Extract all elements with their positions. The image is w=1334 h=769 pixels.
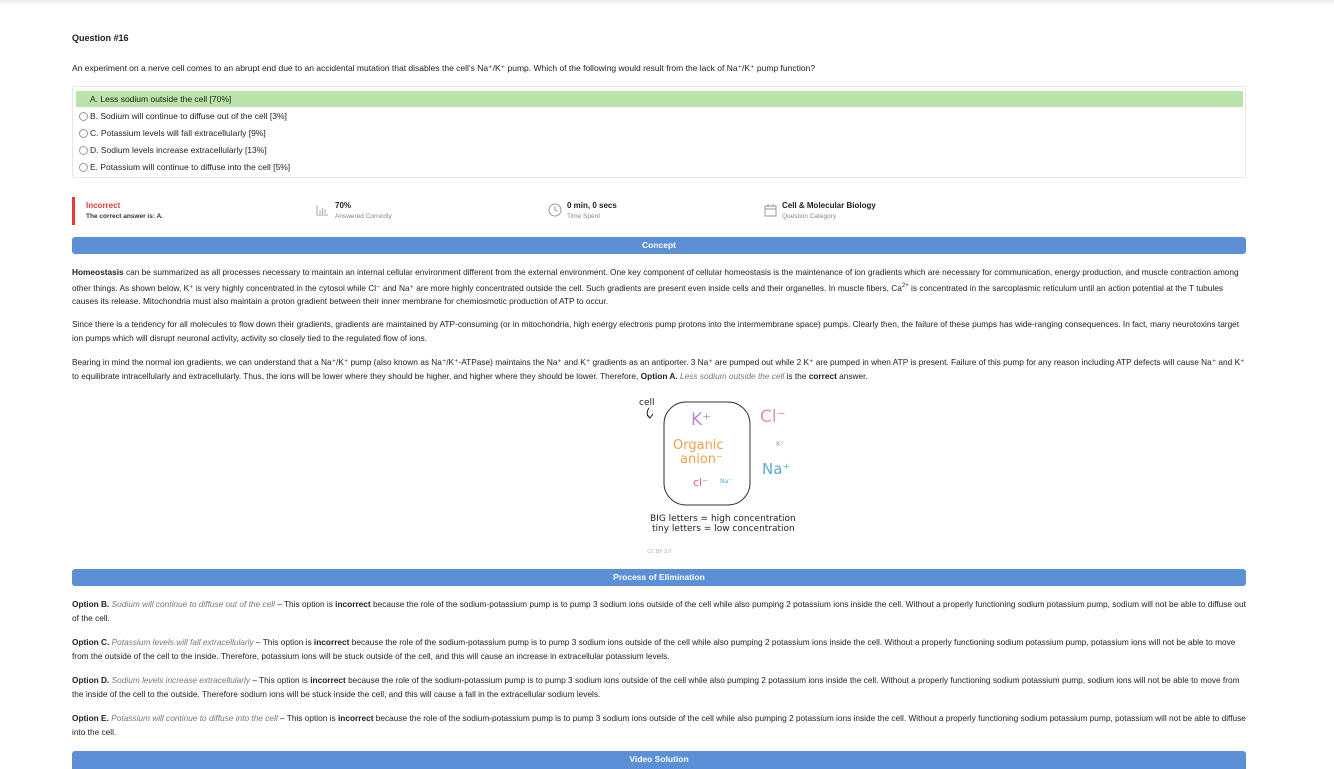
choice-label: D. Sodium levels increase extracellularly [13%] bbox=[90, 145, 267, 155]
top-shadow bbox=[0, 0, 1334, 6]
incorrect-word: incorrect bbox=[313, 637, 350, 647]
video-solution-header[interactable]: Video Solution bbox=[72, 751, 1246, 769]
choice-c[interactable] bbox=[76, 125, 1243, 141]
question-text: An experiment on a nerve cell comes to an abrupt end due to an accidental mutation that disables the cell’s Na⁺/K⁺ pump. Which of the following would result from the lack of Na⁺/K⁺ pump function? bbox=[72, 63, 816, 73]
elimination-item-d bbox=[72, 674, 1246, 701]
paragraph-text: answer. bbox=[836, 370, 868, 381]
percent-correct: 70% bbox=[335, 201, 352, 210]
figure-caption: CC BY 3.0 bbox=[647, 549, 671, 555]
option-text: Potassium levels will fall extracellularly bbox=[111, 637, 254, 647]
elimination-header: Process of Elimination bbox=[72, 569, 1246, 586]
correct-answer-note: The correct answer is: A. bbox=[86, 213, 164, 220]
option-text: Sodium will continue to diffuse out of the cell bbox=[111, 599, 275, 609]
paragraph-text: because the role of the sodium-potassium pump is to pump 3 sodium ions outside of the cell while also pumping 2 potassium ions inside the cell. Without a properly functioning sodium potassium pump, sodium ions will not be able to move from the inside of the cell to the outside. Therefore sodium ions will be stuck inside the cell, and this will cause a fall in the extracellular sodium levels. bbox=[72, 675, 1240, 699]
paragraph-text: is the bbox=[784, 370, 809, 381]
question-number: Question #16 bbox=[72, 33, 129, 43]
result-stats bbox=[72, 197, 1246, 225]
concept-paragraph-2: Since there is a tendency for all molecules to flow down their gradients, gradients are maintained by ATP-consuming (or in mitochondria, high energy electrons pump protons into the intermembrane space) pumps. Clearly then, the failure of these pumps has wide-ranging consequences. In fact, many neurotoxins target ion pumps which will disrupt neuronal activity, activity so closely tied to the regulated flow of ions. bbox=[72, 319, 1240, 343]
radio-button[interactable] bbox=[79, 146, 88, 155]
option-label: Option B. bbox=[72, 599, 110, 609]
ion-gradient-figure bbox=[632, 394, 832, 539]
na-outside: Na⁺ bbox=[762, 460, 791, 478]
choice-label: B. Sodium will continue to diffuse out of the cell [3%] bbox=[90, 111, 287, 121]
cl-outside: Cl⁻ bbox=[760, 407, 786, 427]
paragraph-text: can be summarized as all processes necessary to maintain an internal cellular environment different from the external environment. One key component of cellular homeostasis is the maintenance of ion gradients which are necessary for communication, energy production, and muscle contraction among other things. As shown below, K⁺ is very highly concentrated in the cytosol while Cl⁻ and Na⁺ are more highly concentrated outside the cell. Such gradients are present even inside cells and their organelles. In muscle fibers, Ca bbox=[72, 267, 1239, 293]
radio-button[interactable] bbox=[79, 163, 88, 172]
legend-big: BIG letters = high concentration bbox=[650, 514, 796, 524]
option-text: Less sodium outside the cell bbox=[680, 370, 785, 381]
radio-button[interactable] bbox=[79, 112, 88, 121]
radio-button[interactable] bbox=[79, 129, 88, 138]
paragraph-text: – This option is bbox=[249, 675, 311, 685]
option-label: Option C. bbox=[72, 637, 110, 647]
elimination-item-b bbox=[72, 598, 1246, 625]
choice-a[interactable] bbox=[76, 91, 1243, 107]
choice-label: A. Less sodium outside the cell [70%] bbox=[90, 94, 232, 104]
bar-chart-icon bbox=[316, 204, 329, 216]
concept-paragraph-3 bbox=[72, 356, 1246, 383]
incorrect-word: incorrect bbox=[335, 599, 371, 609]
k-inside: K⁺ bbox=[691, 410, 712, 430]
incorrect-word: incorrect bbox=[337, 713, 374, 723]
choice-label: C. Potassium levels will fall extracellularly [9%] bbox=[90, 128, 266, 138]
incorrect-indicator bbox=[72, 197, 75, 225]
percent-label: Answered Correctly bbox=[335, 213, 392, 220]
paragraph-text: because the role of the sodium-potassium pump is to pump 3 sodium ions outside of the cell while also pumping 2 potassium ions inside the cell. Without a properly functioning sodium potassium pump, sodium will not be able to diffuse out of the cell. bbox=[72, 599, 1246, 623]
option-text: Potassium will continue to diffuse into the cell bbox=[111, 713, 278, 723]
concept-paragraph-1 bbox=[72, 266, 1246, 308]
question-category: Cell & Molecular Biology bbox=[782, 201, 876, 210]
cell-label: cell bbox=[639, 398, 655, 408]
elimination-item-e bbox=[72, 712, 1246, 739]
option-label: Option E. bbox=[72, 713, 109, 723]
option-text: Sodium levels increase extracellularly bbox=[111, 675, 250, 685]
k-outside: K⁺ bbox=[776, 440, 785, 448]
paragraph-text: is concentrated in the sarcoplasmic reticulum until an action potential at the T tubules causes its release. Mitochondria must also maintain a proton gradient between their inner membrane for chemiosmotic production of ATP to occur. bbox=[72, 282, 1223, 306]
time-label: Time Spent bbox=[567, 213, 600, 220]
clock-icon bbox=[548, 203, 562, 217]
choice-label: E. Potassium will continue to diffuse into the cell [5%] bbox=[90, 162, 291, 172]
anion-text: anion⁻ bbox=[680, 452, 723, 467]
paragraph-text: – This option is bbox=[253, 637, 314, 647]
concept-header: Concept bbox=[72, 237, 1246, 254]
category-label: Question Category bbox=[782, 213, 837, 220]
calendar-icon bbox=[764, 203, 777, 217]
correct-word: correct bbox=[808, 370, 837, 381]
paragraph-text: because the role of the sodium-potassium pump is to pump 3 sodium ions outside of the cell while also pumping 2 potassium ions inside the cell. Without a properly functioning sodium potassium pump, potassium ions will not be able to move from the outside of the cell to the inside. Therefore, potassium ions will be stuck outside of the cell, and this will cause an increase in extracellular potassium levels. bbox=[72, 637, 1236, 661]
legend-tiny: tiny letters = low concentration bbox=[652, 524, 795, 534]
paragraph-text: – This option is bbox=[277, 713, 338, 723]
paragraph-text: because the role of the sodium-potassium pump is to pump 3 sodium ions outside of the cell while also pumping 2 potassium ions inside the cell. Without a properly functioning sodium potassium pump, potassium will not be able to diffuse into the cell. bbox=[72, 713, 1246, 737]
option-label: Option A. bbox=[640, 370, 678, 381]
choice-b[interactable] bbox=[76, 108, 1243, 124]
incorrect-word: incorrect bbox=[310, 675, 346, 685]
time-spent: 0 min, 0 secs bbox=[567, 201, 617, 210]
elimination-item-c bbox=[72, 636, 1246, 663]
na-inside: Na⁺ bbox=[720, 478, 732, 485]
cl-inside: cl⁻ bbox=[693, 476, 708, 489]
choice-d[interactable] bbox=[76, 142, 1243, 158]
answer-choices bbox=[72, 86, 1246, 178]
paragraph-text: – This option is bbox=[274, 599, 336, 609]
result-status: Incorrect bbox=[86, 201, 121, 210]
homeostasis-term: Homeostasis bbox=[72, 267, 124, 277]
option-label: Option D. bbox=[72, 675, 110, 685]
superscript: 2+ bbox=[901, 282, 909, 289]
choice-e[interactable] bbox=[76, 159, 1243, 175]
organic-text: Organic bbox=[673, 438, 724, 453]
paragraph-text: Bearing in mind the normal ion gradients, we can understand that a Na⁺/K⁺ pump (also known as Na⁺/K⁺-ATPase) maintains the Na⁺ and K⁺ gradients as an antiporter. 3 Na⁺ are pumped out while 2 K⁺ are pumped in when ATP is present. Failure of this pump for any reason including ATP defects will cause Na⁺ and K⁺ to equilibrate intracellularly and extracellularly. Thus, the ions will be lower where they should be higher, and higher where they should be lower. Therefore, bbox=[72, 357, 1245, 381]
